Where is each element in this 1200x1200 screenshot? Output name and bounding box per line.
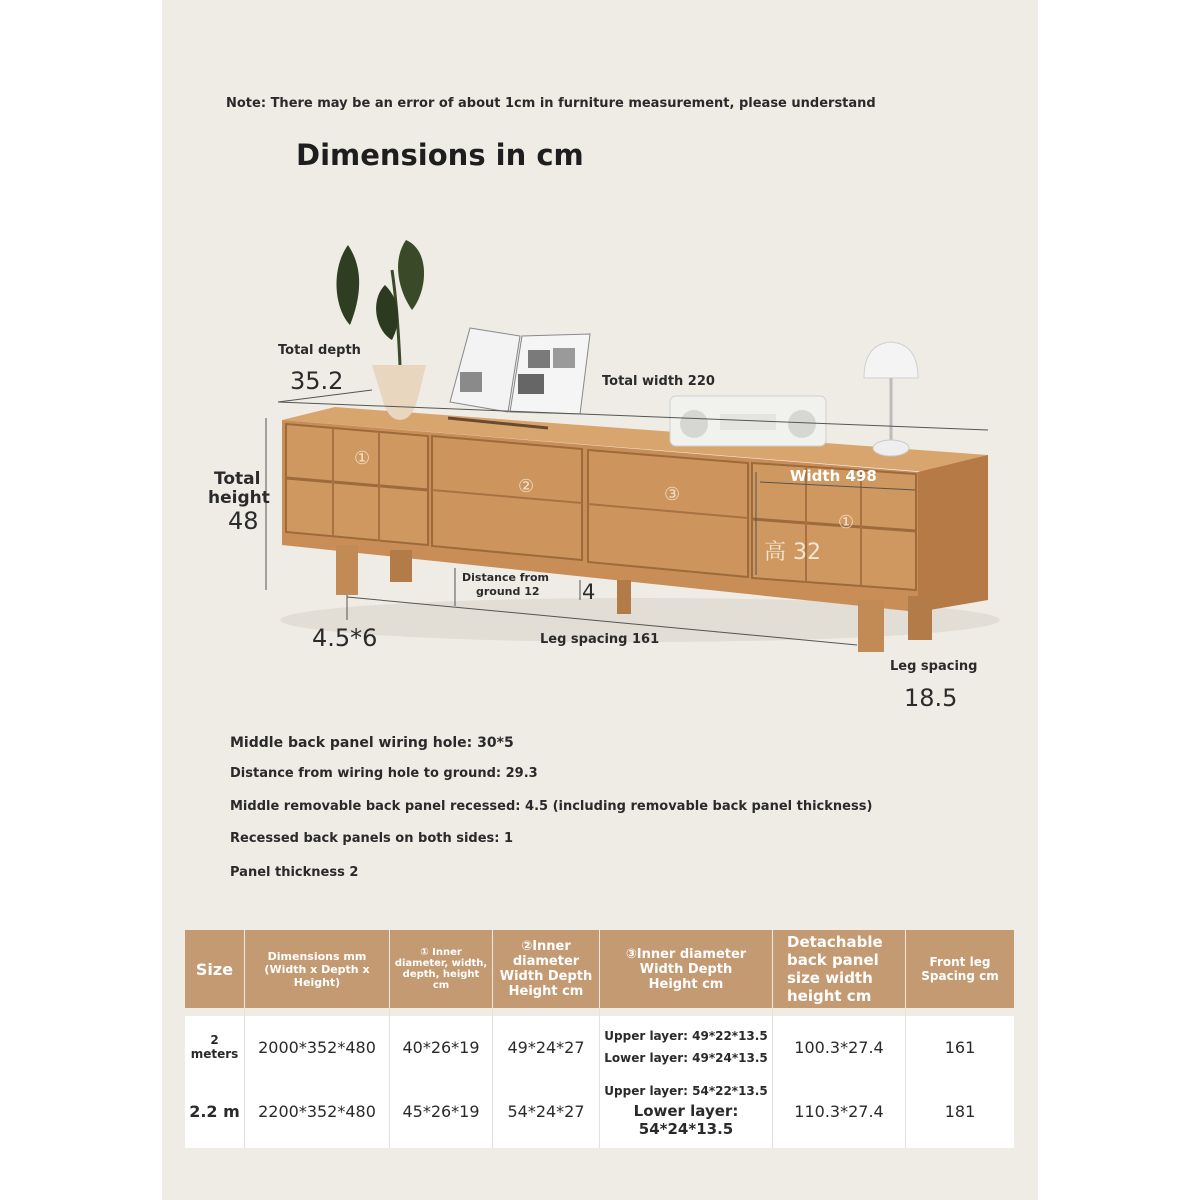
leg-middle: [617, 580, 631, 614]
width-498-label: Width 498: [790, 467, 877, 485]
spec-side-recess: Recessed back panels on both sides: 1: [230, 831, 514, 846]
page-title: Dimensions in cm: [296, 138, 584, 172]
drawer-3-marker: ③: [664, 484, 681, 505]
cell-leg: 161: [944, 1037, 976, 1057]
height-32-label: 高 32: [764, 540, 821, 565]
header-size: Size: [185, 930, 244, 1008]
header-dimensions: Dimensions mm (Width x Depth x Height): [245, 930, 389, 1008]
plant-leaf: [336, 245, 359, 325]
cell-inner3-lower: Lower layer: 49*24*13.5: [604, 1051, 768, 1065]
cell-inner3-upper: Upper layer: 54*22*13.5: [604, 1084, 768, 1098]
total-height-label-2: height: [208, 488, 270, 508]
lamp-shade: [864, 342, 918, 378]
spec-wiring-ground: Distance from wiring hole to ground: 29.3: [230, 766, 538, 781]
drawer-2-marker: ②: [518, 476, 535, 497]
total-width-label: Total width 220: [602, 374, 715, 389]
distance-ground-label-2: ground 12: [476, 585, 540, 598]
leg-offset-value: 4: [582, 580, 596, 604]
header-inner-2: ②Inner diameter Width Depth Height cm: [493, 930, 599, 1008]
distance-ground-label-1: Distance from: [462, 571, 550, 584]
leg-spacing-value: 18.5: [904, 684, 958, 712]
leg-spacing-label: Leg spacing: [890, 659, 978, 674]
leg-front-right: [858, 600, 884, 652]
header-inner-3: ③Inner diameter Width Depth Height cm: [600, 930, 772, 1008]
drawer-2: [432, 436, 582, 560]
measurement-note: Note: There may be an error of about 1cm in furniture measurement, please understand: [226, 96, 876, 111]
cell-dims: 2200*352*480: [258, 1101, 376, 1121]
cell-inner3-lower: Lower layer: 54*24*13.5: [633, 1102, 739, 1138]
total-height-label-1: Total: [214, 469, 261, 489]
cell-inner1: 40*26*19: [402, 1037, 480, 1057]
leg-front-left: [336, 545, 358, 595]
cell-inner1: 45*26*19: [402, 1101, 480, 1121]
cell-inner3: [600, 1078, 772, 1144]
header-back-panel: Detachable back panel size width height cm: [773, 930, 905, 1008]
cell-inner3-upper: Upper layer: 49*22*13.5: [604, 1029, 768, 1043]
total-depth-value: 35.2: [290, 367, 344, 395]
cell-inner3: [600, 1016, 772, 1078]
cell-inner2: 54*24*27: [507, 1101, 585, 1121]
drawer-3: [588, 450, 748, 577]
spec-middle-recess: Middle removable back panel recessed: 4.5 (including removable back panel thickness): [230, 799, 873, 814]
drawer-1-marker: ①: [354, 448, 371, 469]
leg-back-right: [908, 596, 932, 640]
drawer-1b-marker: ①: [838, 512, 855, 533]
spec-wiring-hole: Middle back panel wiring hole: 30*5: [230, 735, 514, 751]
cabinet-side: [918, 455, 988, 612]
leg-spacing-161-label: Leg spacing 161: [540, 632, 660, 647]
total-height-value: 48: [228, 507, 259, 535]
cell-inner2: 49*24*27: [507, 1037, 585, 1057]
cell-panel: 100.3*27.4: [794, 1037, 884, 1057]
cell-panel: 110.3*27.4: [794, 1101, 884, 1121]
book: [450, 328, 520, 412]
cell-size: 2 meters: [190, 1033, 239, 1061]
cell-size: 2.2 m: [189, 1101, 240, 1121]
spec-panel-thickness: Panel thickness 2: [230, 865, 359, 880]
header-front-leg: Front leg Spacing cm: [906, 930, 1014, 1008]
cell-leg: 181: [944, 1101, 976, 1121]
leg-back-left: [390, 550, 412, 582]
leg-size-value: 4.5*6: [312, 624, 378, 652]
spec-table: [185, 930, 1014, 1148]
total-depth-label: Total depth: [278, 343, 361, 358]
cell-dims: 2000*352*480: [258, 1037, 376, 1057]
header-inner-1: ① Inner diameter, width, depth, height cm: [390, 930, 492, 1008]
